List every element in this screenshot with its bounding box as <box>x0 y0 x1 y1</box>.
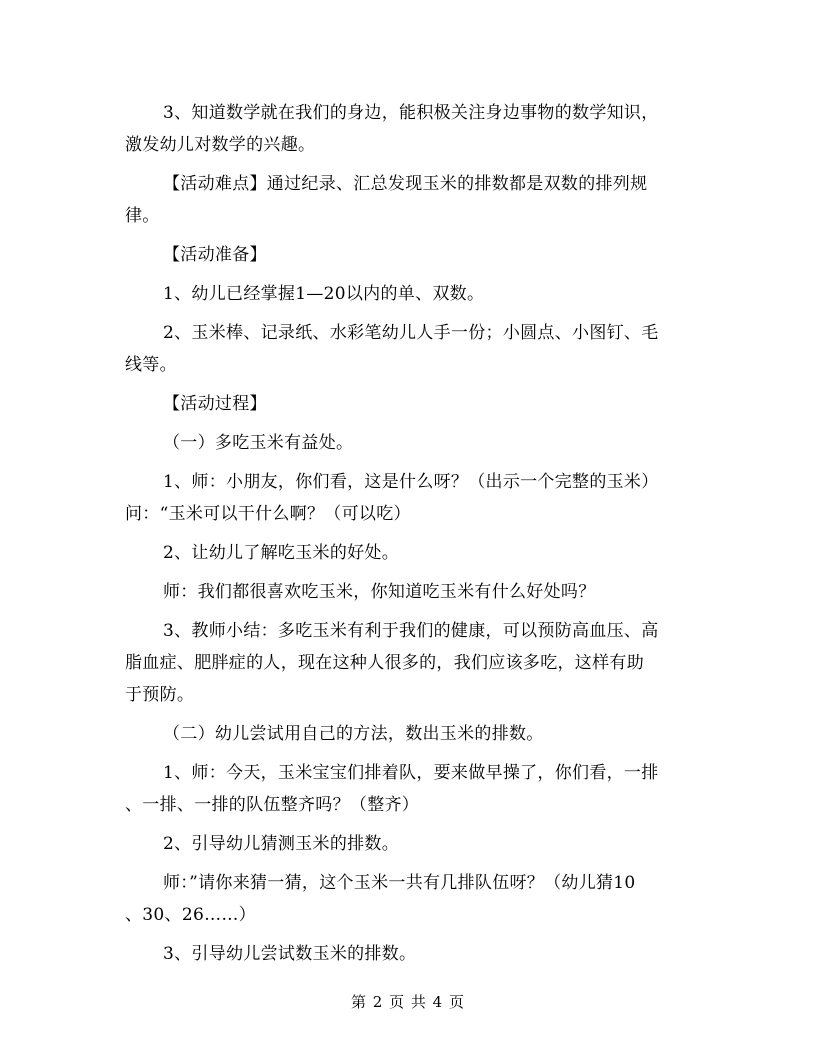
heading-preparation <box>125 239 705 271</box>
paragraph-teacher-guess <box>125 867 705 931</box>
paragraph-line: 1、师：小朋友，你们看，这是什么呀？（出示一个完整的玉米） <box>163 472 659 492</box>
paragraph-step-2-3 <box>125 938 705 970</box>
heading-section-2 <box>125 718 705 750</box>
document-body <box>125 97 705 977</box>
paragraph-line: （一）多吃玉米有益处。 <box>163 433 354 453</box>
paragraph-line: 1、幼儿已经掌握1—20以内的单、双数。 <box>163 284 485 304</box>
paragraph-line: 、一排、一排的队伍整齐吗？（整齐） <box>125 795 420 815</box>
paragraph-line: 1、师：今天，玉米宝宝们排着队，要来做早操了，你们看，一排 <box>163 763 659 783</box>
paragraph-line: 、30、26……） <box>125 905 256 925</box>
heading-process <box>125 388 705 420</box>
paragraph-teacher-question <box>125 576 705 608</box>
paragraph-line: 脂血症、肥胖症的人，现在这种人很多的，我们应该多吃，这样有助 <box>125 653 644 673</box>
paragraph-line: 3、知道数学就在我们的身边，能积极关注身边事物的数学知识， <box>163 103 659 123</box>
paragraph-line: 【活动过程】 <box>163 394 267 414</box>
paragraph-line: 激发幼儿对数学的兴趣。 <box>125 135 316 155</box>
paragraph-line: 3、引导幼儿尝试数玉米的排数。 <box>163 944 417 964</box>
paragraph-step-1 <box>125 466 705 530</box>
paragraph-difficulty <box>125 168 705 232</box>
paragraph-line: 线等。 <box>125 355 177 375</box>
paragraph-goal-3 <box>125 97 705 161</box>
paragraph-prep-2 <box>125 317 705 381</box>
paragraph-line: 问：“玉米可以干什么啊？（可以吃） <box>125 504 411 524</box>
paragraph-step-2 <box>125 537 705 569</box>
paragraph-step-2-2 <box>125 828 705 860</box>
paragraph-line: 师：”请你来猜一猜，这个玉米一共有几排队伍呀？（幼儿猜10 <box>163 873 636 893</box>
paragraph-line: 师：我们都很喜欢吃玉米，你知道吃玉米有什么好处吗？ <box>163 582 596 602</box>
page-footer: 第 2 页 共 4 页 <box>351 993 465 1011</box>
paragraph-line: 【活动准备】 <box>163 245 267 265</box>
paragraph-line: 于预防。 <box>125 685 195 705</box>
paragraph-line: 2、引导幼儿猜测玉米的排数。 <box>163 834 400 854</box>
paragraph-line: 【活动难点】通过纪录、汇总发现玉米的排数都是双数的排列规 <box>163 174 648 194</box>
heading-section-1 <box>125 427 705 459</box>
paragraph-line: 律。 <box>125 206 160 226</box>
paragraph-step-3 <box>125 615 705 711</box>
paragraph-line: 2、玉米棒、记录纸、水彩笔幼儿人手一份；小圆点、小图钉、毛 <box>163 323 659 343</box>
paragraph-step-2-1 <box>125 757 705 821</box>
paragraph-line: 2、让幼儿了解吃玉米的好处。 <box>163 543 400 563</box>
paragraph-prep-1 <box>125 278 705 310</box>
paragraph-line: （二）幼儿尝试用自己的方法，数出玉米的排数。 <box>163 724 544 744</box>
paragraph-line: 3、教师小结：多吃玉米有利于我们的健康，可以预防高血压、高 <box>163 621 659 641</box>
